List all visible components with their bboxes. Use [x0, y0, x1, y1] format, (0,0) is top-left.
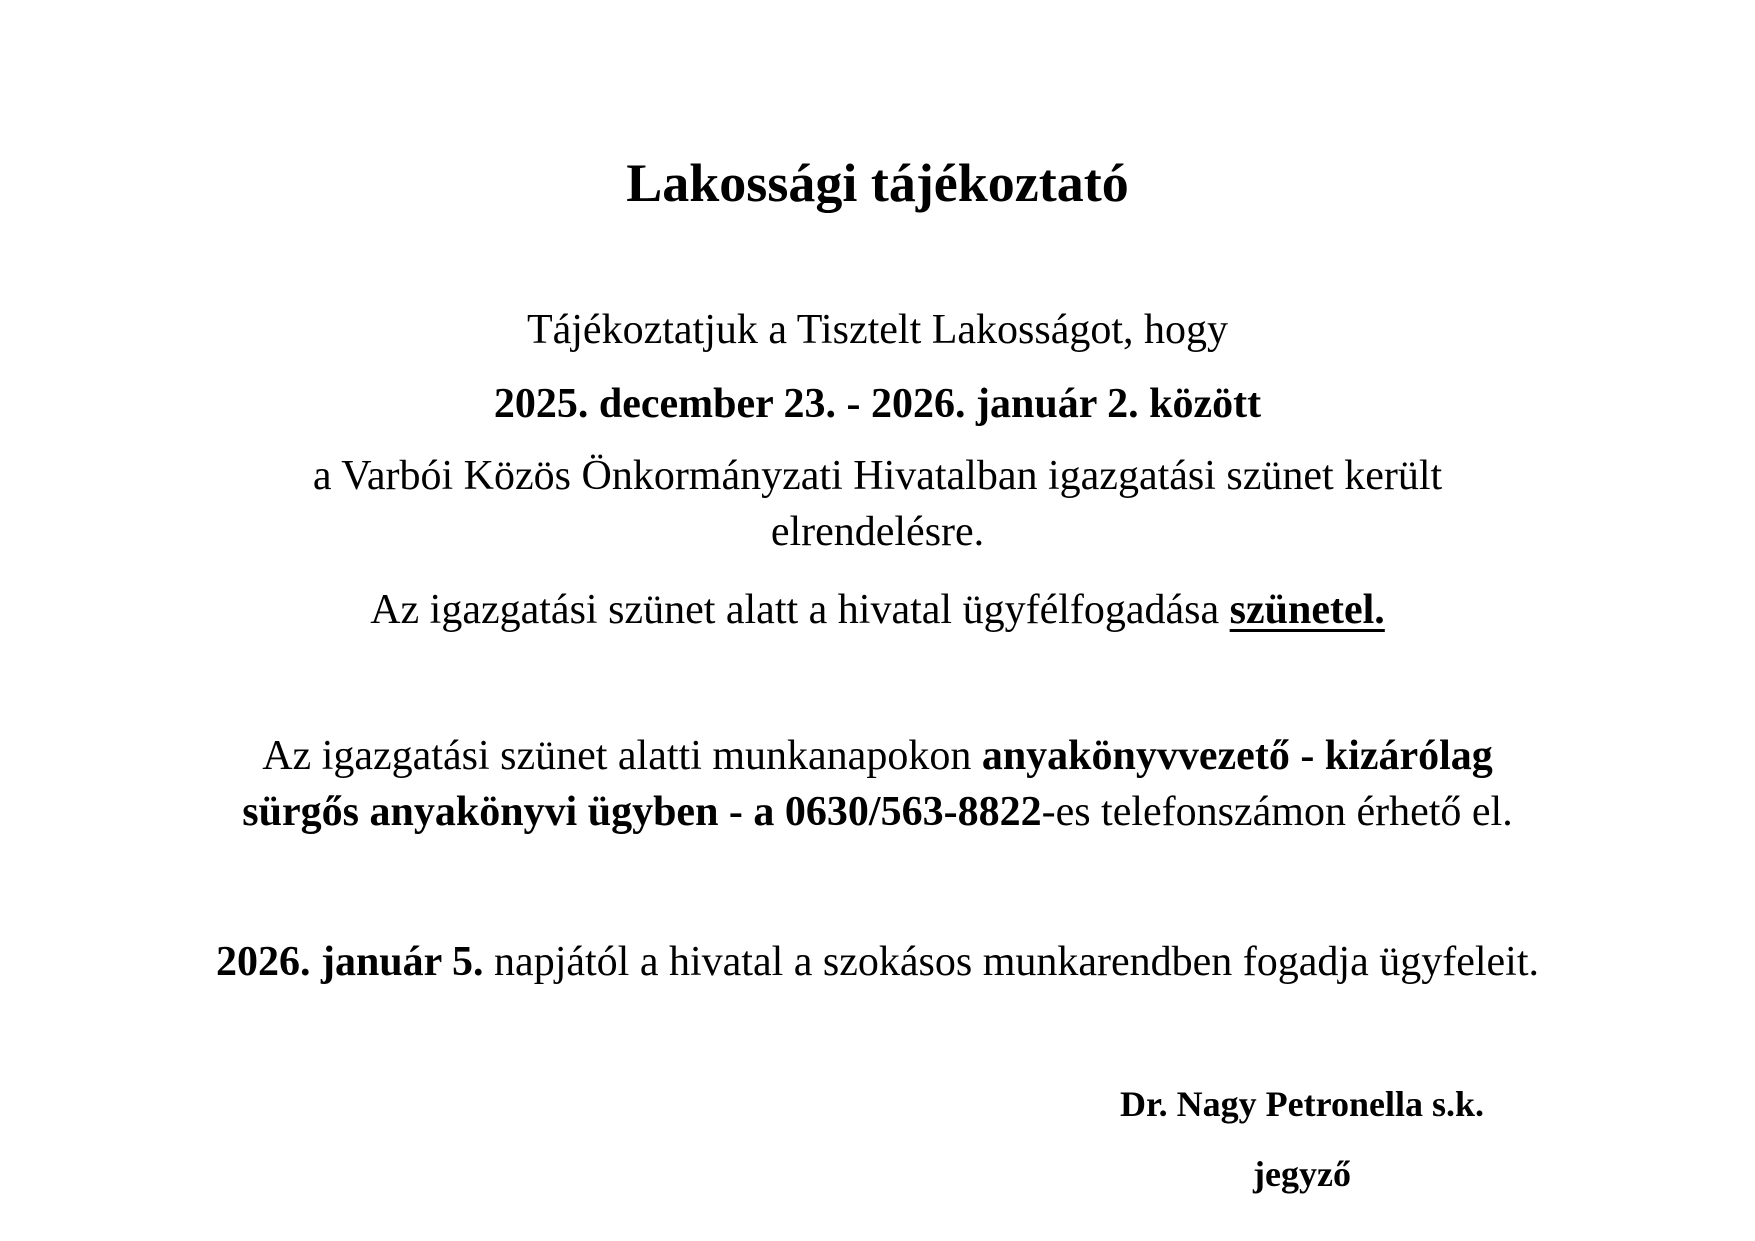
intro-text: Tájékoztatjuk a Tisztelt Lakosságot, hogy: [526, 307, 1229, 353]
office-text-line-1: a Varbói Közös Önkormányzati Hivatalban igazgatási szünet került: [312, 453, 1443, 499]
reception-text-prefix: Az igazgatási szünet alatt a hivatal ügyfélfogadása: [370, 587, 1230, 633]
closure-period: 2025. december 23. - 2026. január 2. között: [493, 381, 1262, 427]
registrar-text-line-2: [0, 788, 1755, 836]
registrar-text-prefix: Az igazgatási szünet alatti munkanapokon: [262, 733, 982, 779]
resume-date: 2026. január 5.: [215, 939, 484, 985]
resume-text-suffix: napjától a hivatal a szokásos munkarendben fogadja ügyfeleit.: [483, 939, 1540, 985]
registrar-emphasis-2: sürgős anyakönyvi ügyben - a 0630/563-8822: [242, 789, 1042, 835]
office-text-line-2: elrendelésre.: [770, 509, 985, 555]
resume-text: [0, 938, 1755, 986]
signature-name: Dr. Nagy Petronella s.k.: [1120, 1084, 1484, 1124]
reception-status: szünetel.: [1229, 587, 1385, 633]
reception-text: [0, 586, 1755, 634]
registrar-emphasis-1: anyakönyvvezető - kizárólag: [981, 733, 1493, 779]
notice-title: Lakossági tájékoztató: [626, 153, 1129, 213]
signature-role: jegyző: [1253, 1154, 1351, 1194]
registrar-text-line-1: [0, 732, 1755, 780]
registrar-text-suffix: -es telefonszámon érhető el.: [1041, 789, 1513, 835]
